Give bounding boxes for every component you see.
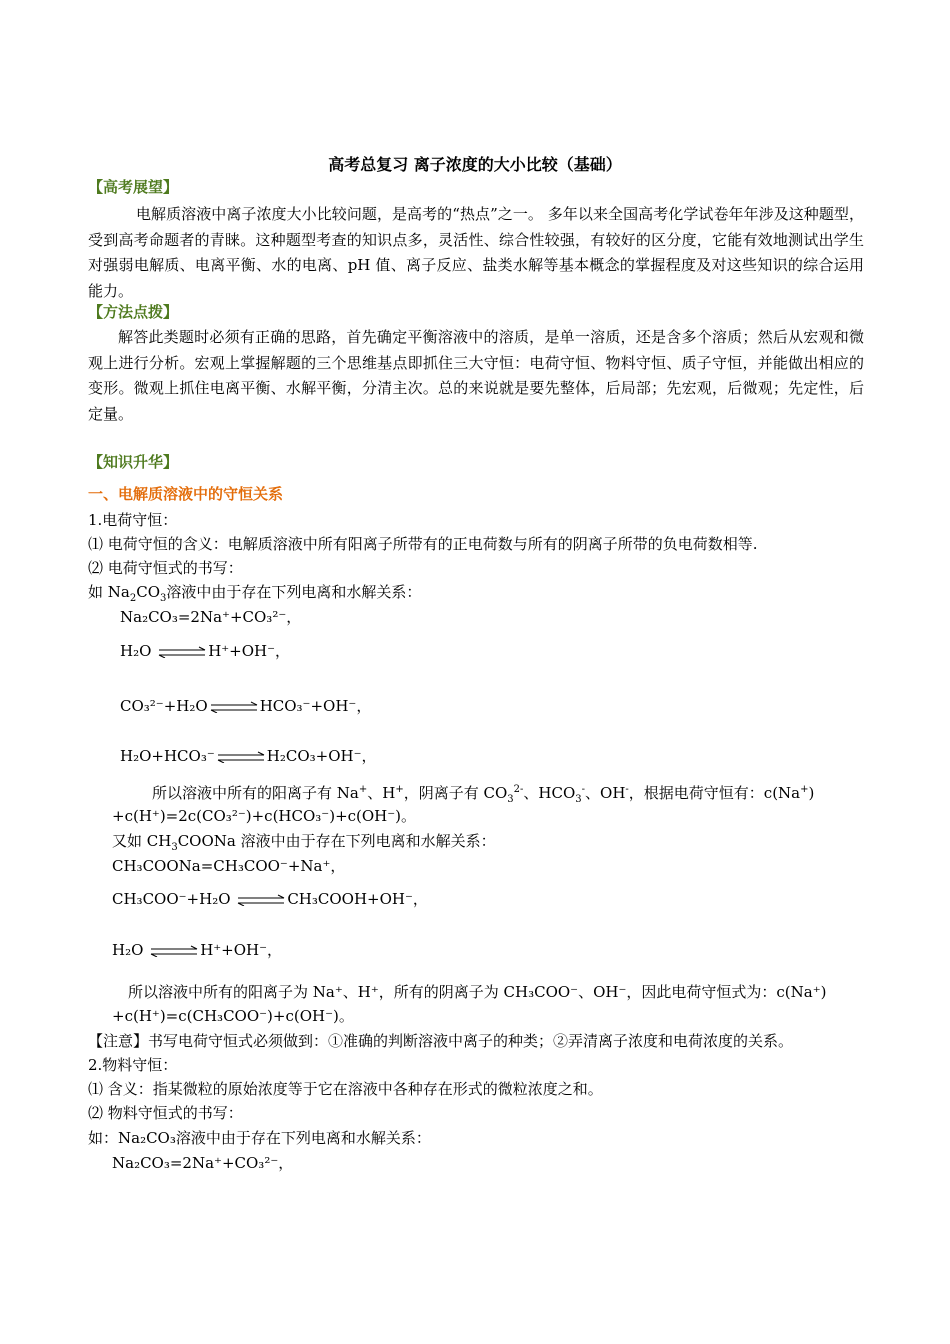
equilibrium-arrow-icon [237,894,285,906]
paragraph-outlook: 电解质溶液中离子浓度大小比较问题，是高考的“热点”之一。 多年以来全国高考化学试卷年年涉及这种题型，受到高考命题者的青睐。这种题型考查的知识点多，灵活性、综合性较强，有较好的区分度，它能有效地测试出学生对强弱电解质、电离平衡、水的电离、pH 值、离子反应、盐类水解等基本概念的掌握程度及对这些知识的综合运用能力。 [88,205,864,300]
example3-intro: 如：Na₂CO₃溶液中由于存在下列电离和水解关系： [88,1129,431,1147]
material-writing: ⑵ 物料守恒式的书写： [88,1104,243,1122]
equilibrium-arrow-icon [150,945,198,957]
page-title: 高考总复习 离子浓度的大小比较（基础） [328,155,622,174]
equilibrium-arrow-icon [158,646,206,658]
equation-ionization-ch3coona: CH₃COONa=CH₃COO⁻+Na⁺， [112,857,346,875]
charge-definition: ⑴ 电荷守恒的含义：电解质溶液中所有阳离子所带有的正电荷数与所有的阴离子所带的负电荷数相等. [88,535,758,553]
material-definition: ⑴ 含义：指某微粒的原始浓度等于它在溶液中各种存在形式的微粒浓度之和。 [88,1080,603,1098]
material-title: 2.物料守恒： [88,1056,178,1074]
equation-bicarbonate-hydrolysis: H₂O+HCO₃⁻ H₂CO₃+OH⁻， [120,747,377,765]
example1-charge-equation: +c(H⁺)=2c(CO₃²⁻)+c(HCO₃⁻)+c(OH⁻)。 [112,807,417,825]
heading-outlook: 【高考展望】 [88,178,179,196]
example2-conclusion: 所以溶液中所有的阳离子为 Na⁺、H⁺，所有的阴离子为 CH₃COO⁻、OH⁻，因此电荷守恒式为：c(Na⁺) [128,983,827,1001]
charge-title: 1.电荷守恒： [88,511,178,529]
equation-acetate-hydrolysis: CH₃COO⁻+H₂O CH₃COOH+OH⁻， [112,890,428,908]
subheading-conservation: 一、电解质溶液中的守恒关系 [88,485,284,503]
charge-writing: ⑵ 电荷守恒式的书写： [88,559,243,577]
equation-water-ionization-2: H₂O H⁺+OH⁻， [112,941,283,959]
equilibrium-arrow-icon [217,751,265,763]
note-charge-conservation: 【注意】书写电荷守恒式必须做到：①准确的判断溶液中离子的种类；②弄清离子浓度和电荷浓度的关系。 [88,1032,794,1050]
example2-intro: 又如 $CH_3COONa$ 溶液中由于存在下列电离和水解关系： [112,832,496,853]
equation-water-ionization-1: H₂O H⁺+OH⁻， [120,642,291,660]
equation-carbonate-hydrolysis: CO₃²⁻+H₂O HCO₃⁻+OH⁻， [120,697,372,715]
heading-knowledge: 【知识升华】 [88,453,179,471]
paragraph-method: 解答此类题时必须有正确的思路，首先确定平衡溶液中的溶质，是单一溶质，还是含多个溶质；然后从宏观和微观上进行分析。宏观上掌握解题的三个思维基点即抓住三大守恒：电荷守恒、物料守恒、质子守恒，并能做出相应的变形。微观上抓住电离平衡、水解平衡，分清主次。总的来说就是要先整体，后局部；先宏观，后微观；先定性，后定量。 [88,328,864,423]
equilibrium-arrow-icon [210,701,258,713]
example1-conclusion: 所以溶液中所有的阳离子有 Na+、H+，阴离子有 $CO_3^{2-}$、$HCO_3^-$、OH-，根据电荷守恒有：c(Na+) [152,784,815,805]
example3-equation: Na₂CO₃=2Na⁺+CO₃²⁻， [112,1154,294,1172]
example2-charge-equation: +c(H⁺)=c(CH₃COO⁻)+c(OH⁻)。 [112,1007,354,1025]
example1-intro: 如 $Na_2CO_3$溶液中由于存在下列电离和水解关系： [88,583,422,604]
equation-ionization-na2co3: Na₂CO₃=2Na⁺+CO₃²⁻， [120,608,302,626]
heading-method: 【方法点拨】 [88,303,179,321]
